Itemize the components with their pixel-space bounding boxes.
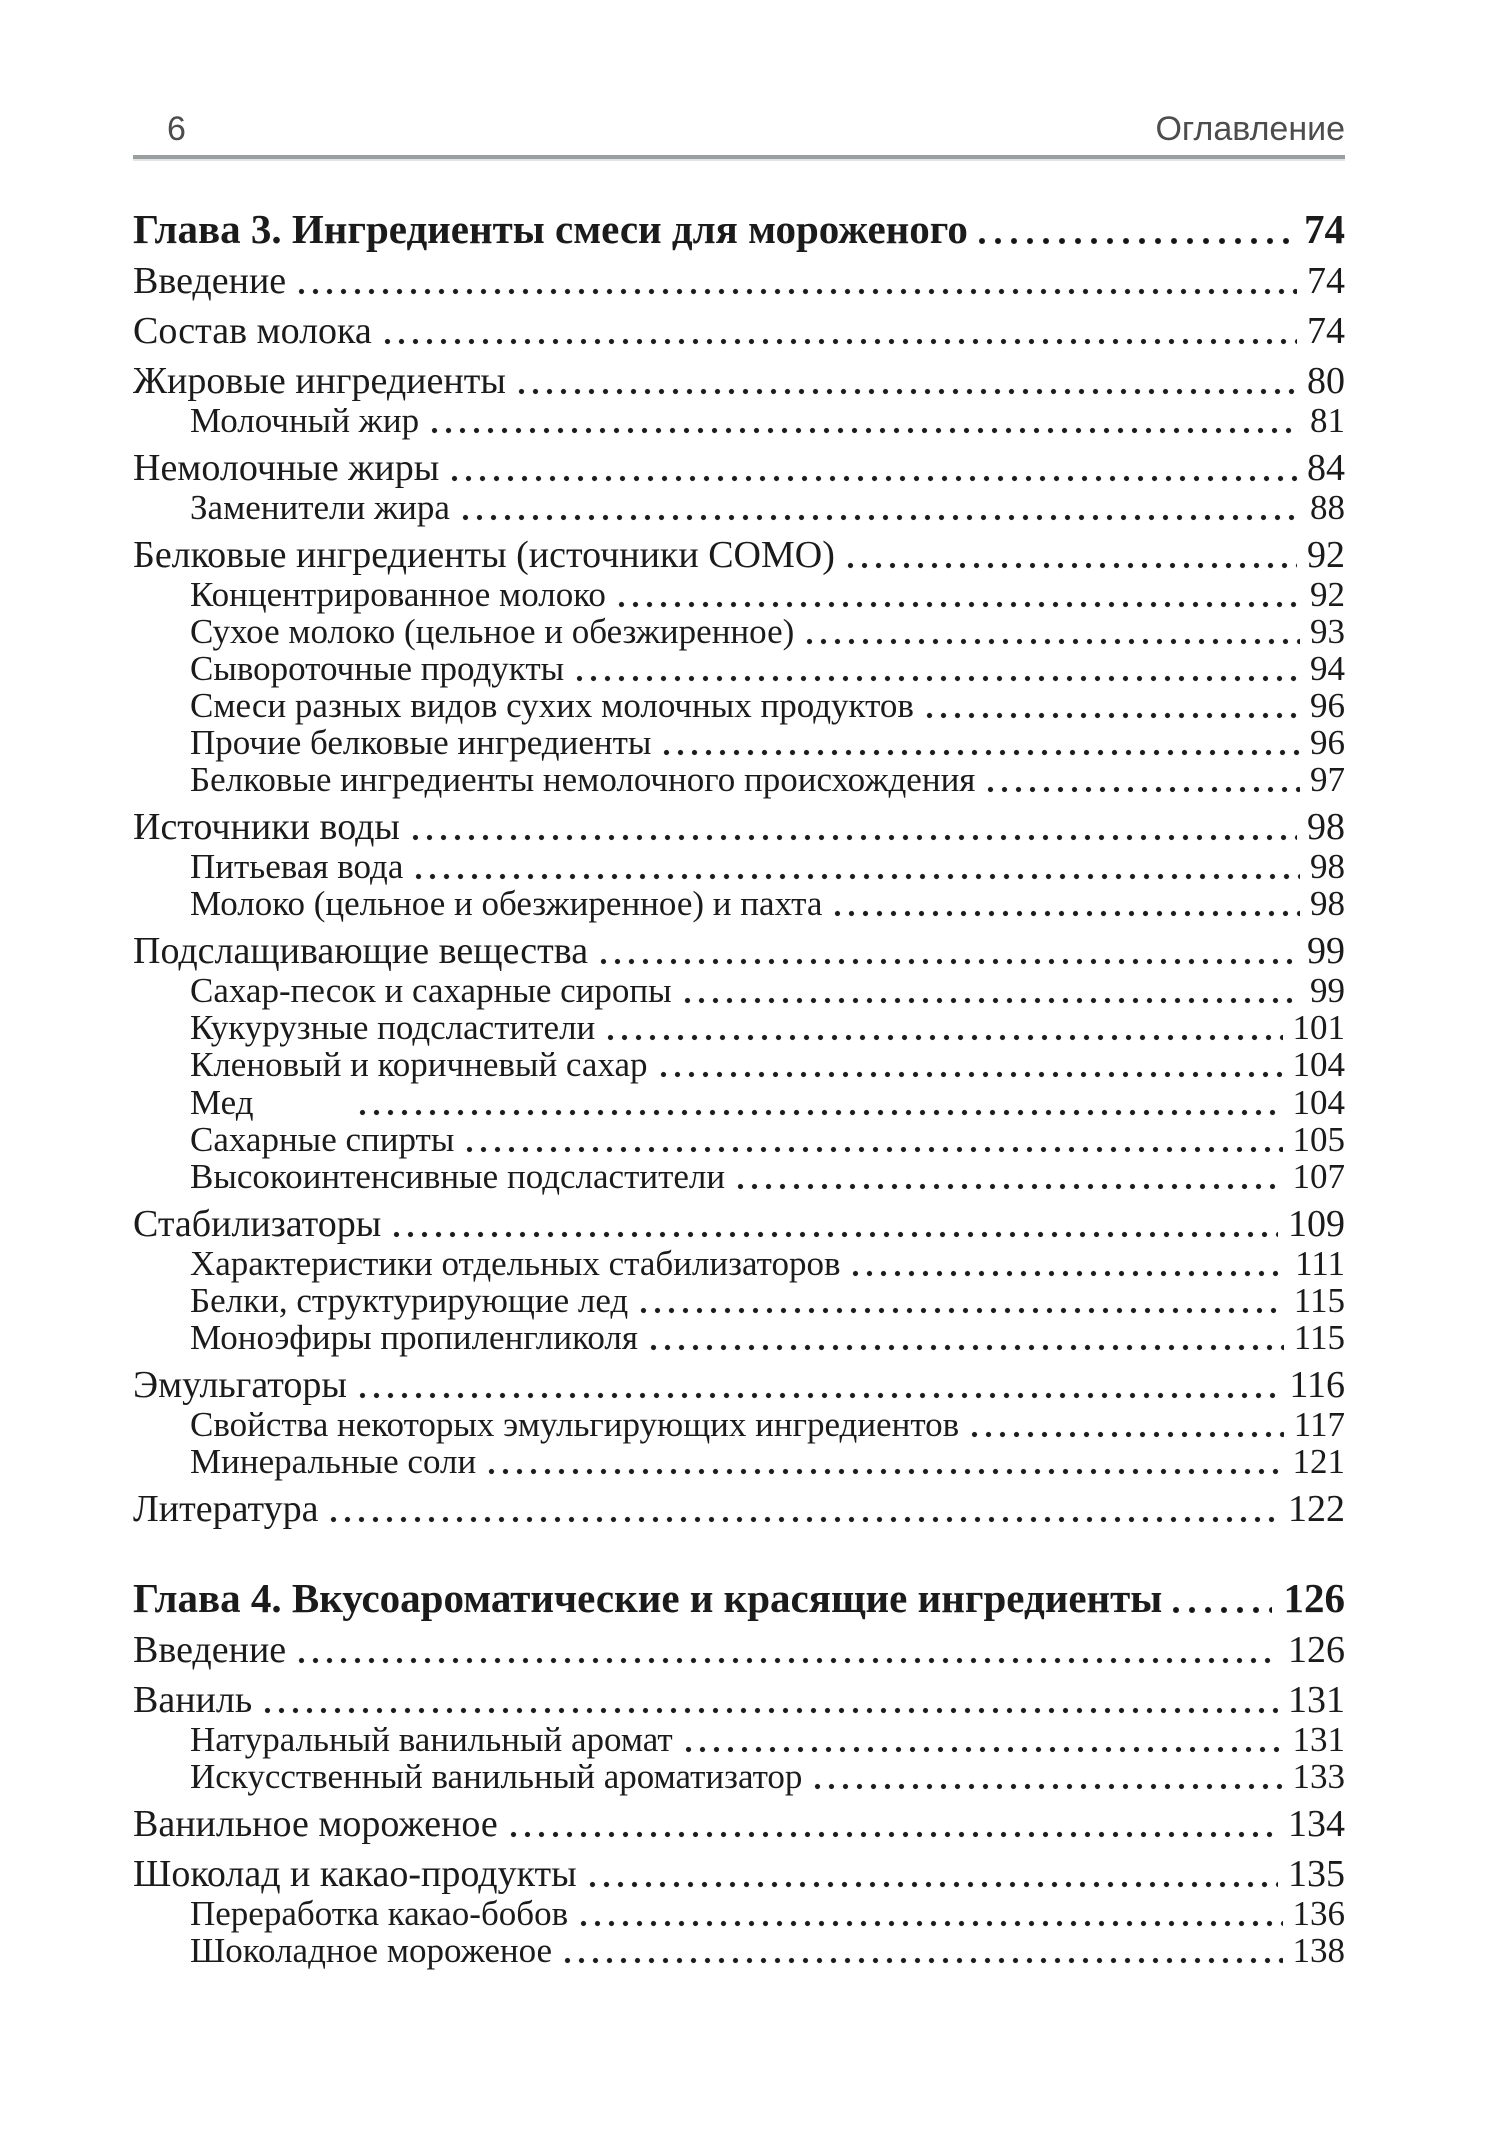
running-header	[133, 112, 1345, 155]
chapter-heading	[133, 207, 1345, 252]
toc-entry	[190, 489, 1345, 526]
toc-entry-page-number: 107	[1292, 1156, 1345, 1196]
toc-entry	[133, 1852, 1345, 1895]
toc-entry	[190, 1158, 1345, 1195]
toc-entry-page-number: 111	[1295, 1243, 1345, 1283]
dot-leader	[978, 237, 1292, 245]
dot-leader	[451, 475, 1297, 482]
header-rule	[133, 155, 1345, 161]
toc-entry-title: Мед	[190, 1082, 254, 1122]
dot-leader	[359, 1109, 1283, 1116]
toc-entry-title: Питьевая вода	[190, 847, 404, 887]
toc-entry	[190, 724, 1345, 761]
toc-entry-title: Сахар-песок и сахарные сиропы	[190, 971, 672, 1011]
toc-entry-page-number: 121	[1292, 1441, 1345, 1481]
dot-leader	[806, 638, 1300, 645]
toc-entry	[133, 446, 1345, 489]
toc-entry	[190, 576, 1345, 613]
toc-entry-page-number: 98	[1310, 884, 1345, 924]
toc-entry-title: Белковые ингредиенты (источники СОМО)	[133, 533, 835, 576]
toc-entry	[190, 1895, 1345, 1932]
toc-entry-page-number: 96	[1310, 686, 1345, 726]
toc-entry-title: Смеси разных видов сухих молочных продуктов	[190, 686, 914, 726]
toc-entry-page-number: 88	[1310, 487, 1345, 527]
toc-entry	[190, 972, 1345, 1009]
toc-entry	[190, 1319, 1345, 1356]
toc-entry-page-number: 115	[1293, 1317, 1345, 1357]
toc-entry-title: Кукурузные подсластители	[190, 1008, 596, 1048]
toc-entry-page-number: 135	[1288, 1852, 1345, 1895]
dot-leader	[330, 1516, 1278, 1523]
toc-entry-page-number: 92	[1307, 533, 1345, 576]
toc-entry-title: Минеральные соли	[190, 1441, 477, 1481]
toc-entry	[190, 1282, 1345, 1319]
toc-entry-title: Литература	[133, 1488, 319, 1531]
toc-entry	[190, 885, 1345, 922]
toc-entry-title: Натуральный ванильный аромат	[190, 1719, 673, 1759]
toc-entry	[190, 1443, 1345, 1480]
toc-entry	[133, 1805, 1345, 1845]
toc-entry-page-number: 131	[1288, 1678, 1345, 1721]
dot-leader	[431, 427, 1300, 434]
dot-leader	[510, 1831, 1278, 1838]
toc-entry-page-number: 92	[1310, 574, 1345, 614]
dot-leader	[564, 1957, 1282, 1964]
toc-entry	[133, 1631, 1345, 1671]
toc-entry-title: Сывороточные продукты	[190, 648, 565, 688]
toc-entry-title: Ваниль	[133, 1678, 253, 1721]
toc-entry-page-number: 117	[1293, 1404, 1345, 1444]
toc-entry-title: Моноэфиры пропиленгликоля	[190, 1317, 638, 1357]
toc-entry-title: Белки, структурирующие лед	[190, 1280, 629, 1320]
dot-leader	[393, 1231, 1278, 1238]
dot-leader	[987, 786, 1300, 793]
toc-entry-title: Состав молока	[133, 309, 372, 352]
dot-leader	[298, 1657, 1278, 1664]
toc-entry-title: Сухое молоко (цельное и обезжиренное)	[190, 611, 795, 651]
toc-entry-title: Источники воды	[133, 806, 400, 849]
toc-entry	[190, 1245, 1345, 1282]
toc-entry-title: Шоколадное мороженое	[190, 1930, 553, 1970]
dot-leader	[663, 749, 1300, 756]
toc-entry-title: Характеристики отдельных стабилизаторов	[190, 1243, 841, 1283]
toc-entry-page-number: 96	[1310, 723, 1345, 763]
toc-entry	[190, 1009, 1345, 1046]
toc-entry-title: Прочие белковые ингредиенты	[190, 723, 652, 763]
dot-leader	[650, 1344, 1284, 1351]
toc-entry	[190, 761, 1345, 798]
toc-entry-page-number: 122	[1288, 1488, 1345, 1531]
dot-leader	[926, 712, 1300, 719]
toc-entry-page-number: 116	[1289, 1364, 1345, 1406]
chapter-heading	[133, 1576, 1345, 1621]
toc-entry-page-number: 104	[1292, 1045, 1345, 1085]
toc-entry	[190, 1121, 1345, 1158]
toc-entry	[133, 533, 1345, 576]
toc-entry-title: Немолочные жиры	[133, 446, 440, 489]
dot-leader	[518, 388, 1297, 395]
toc-entry-page-number: 133	[1292, 1756, 1345, 1796]
toc-entry-page-number: 84	[1307, 446, 1345, 489]
toc-entry-page-number: 109	[1288, 1202, 1345, 1245]
toc-entry	[190, 613, 1345, 650]
toc-entry-title: Введение	[133, 260, 287, 303]
toc-entry-page-number: 97	[1310, 760, 1345, 800]
dot-leader	[1172, 1606, 1271, 1614]
toc-entry	[190, 1932, 1345, 1969]
toc-entry-page-number: 80	[1307, 359, 1345, 402]
dot-leader	[684, 997, 1300, 1004]
toc	[133, 207, 1345, 1969]
toc-entry-title: Переработка какао-бобов	[190, 1893, 569, 1933]
toc-entry	[190, 687, 1345, 724]
toc-entry	[190, 1084, 1345, 1121]
dot-leader	[834, 910, 1300, 917]
toc-entry-page-number: 126	[1288, 1629, 1345, 1672]
toc-entry-title: Свойства некоторых эмульгирующих ингредиентов	[190, 1404, 960, 1444]
dot-leader	[580, 1920, 1282, 1927]
toc-entry-title: Молочный жир	[190, 400, 420, 440]
toc-entry	[133, 359, 1345, 402]
dot-leader	[852, 1270, 1285, 1277]
dot-leader	[384, 338, 1297, 345]
toc-entry-title: Подслащивающие вещества	[133, 930, 589, 973]
dot-leader	[640, 1307, 1284, 1314]
toc-entry-page-number: 93	[1310, 611, 1345, 651]
dot-leader	[359, 1392, 1280, 1399]
toc-entry-title: Искусственный ванильный ароматизатор	[190, 1756, 803, 1796]
dot-leader	[466, 1146, 1282, 1153]
dot-leader	[814, 1783, 1282, 1790]
page-number: 6	[167, 110, 186, 148]
toc-entry-title: Жировые ингредиенты	[133, 359, 506, 402]
toc-entry-page-number: 99	[1310, 971, 1345, 1011]
dot-leader	[685, 1746, 1283, 1753]
toc-entry	[190, 1046, 1345, 1083]
dot-leader	[415, 873, 1300, 880]
toc-entry-page-number: 134	[1288, 1803, 1345, 1846]
dot-leader	[298, 288, 1297, 295]
toc-entry-title: Эмульгаторы	[133, 1364, 347, 1406]
toc-entry-title: Введение	[133, 1629, 287, 1672]
dot-leader	[971, 1431, 1284, 1438]
dot-leader	[462, 514, 1300, 521]
toc-entry	[133, 1490, 1345, 1530]
toc-entry	[190, 848, 1345, 885]
dot-leader	[847, 562, 1297, 569]
toc-entry-page-number: 94	[1310, 648, 1345, 688]
dot-leader	[264, 1707, 1278, 1714]
toc-entry	[190, 1406, 1345, 1443]
dot-leader	[607, 1034, 1282, 1041]
toc-entry	[133, 1202, 1345, 1245]
toc-entry	[133, 932, 1345, 972]
toc-entry	[190, 650, 1345, 687]
dot-leader	[660, 1071, 1283, 1078]
toc-entry-title: Молоко (цельное и обезжиренное) и пахта	[190, 884, 823, 924]
dot-leader	[737, 1183, 1282, 1190]
chapter-heading-title: Глава 4. Вкусоароматические и красящие ингредиенты	[133, 1574, 1163, 1621]
chapter-heading-title: Глава 3. Ингредиенты смеси для мороженого	[133, 206, 968, 252]
toc-entry-title: Концентрированное молоко	[190, 574, 606, 614]
toc-entry	[190, 402, 1345, 439]
toc-entry-page-number: 105	[1292, 1119, 1345, 1159]
toc-entry-page-number: 74	[1307, 260, 1345, 303]
header-title: Оглавление	[1155, 110, 1345, 148]
toc-entry	[133, 1678, 1345, 1721]
toc-entry	[133, 262, 1345, 302]
chapter-heading-page-number: 126	[1283, 1574, 1345, 1621]
toc-entry-title: Заменители жира	[190, 487, 450, 527]
dot-leader	[618, 601, 1300, 608]
toc-entry-title: Кленовый и коричневый сахар	[190, 1045, 648, 1085]
dot-leader	[488, 1468, 1282, 1475]
toc-entry-page-number: 131	[1292, 1719, 1345, 1759]
toc-entry	[133, 1366, 1345, 1406]
toc-section-1	[133, 207, 1345, 1530]
toc-entry-title: Высокоинтенсивные подсластители	[190, 1156, 726, 1196]
toc-entry-page-number: 99	[1307, 930, 1345, 973]
toc-entry-page-number: 98	[1310, 847, 1345, 887]
toc-entry-page-number: 104	[1292, 1082, 1345, 1122]
toc-entry-page-number: 74	[1307, 309, 1345, 352]
toc-entry-page-number: 136	[1292, 1893, 1345, 1933]
toc-entry	[190, 1758, 1345, 1795]
chapter-heading-page-number: 74	[1304, 206, 1345, 252]
toc-entry-page-number: 101	[1292, 1008, 1345, 1048]
toc-entry-title: Ванильное мороженое	[133, 1803, 498, 1846]
dot-leader	[576, 675, 1300, 682]
toc-entry	[133, 808, 1345, 848]
toc-entry	[133, 309, 1345, 352]
toc-entry	[190, 1721, 1345, 1758]
toc-entry-title: Белковые ингредиенты немолочного происхождения	[190, 760, 976, 800]
toc-entry-title: Сахарные спирты	[190, 1119, 455, 1159]
dot-leader	[589, 1881, 1278, 1888]
dot-leader	[600, 958, 1297, 965]
toc-entry-page-number: 81	[1310, 400, 1345, 440]
toc-entry-page-number: 115	[1293, 1280, 1345, 1320]
toc-entry-page-number: 138	[1292, 1930, 1345, 1970]
toc-section-2	[133, 1576, 1345, 1969]
dot-leader	[412, 834, 1297, 841]
toc-entry-page-number: 98	[1307, 806, 1345, 849]
toc-entry-title: Шоколад и какао-продукты	[133, 1852, 577, 1895]
toc-entry-title: Стабилизаторы	[133, 1202, 382, 1245]
